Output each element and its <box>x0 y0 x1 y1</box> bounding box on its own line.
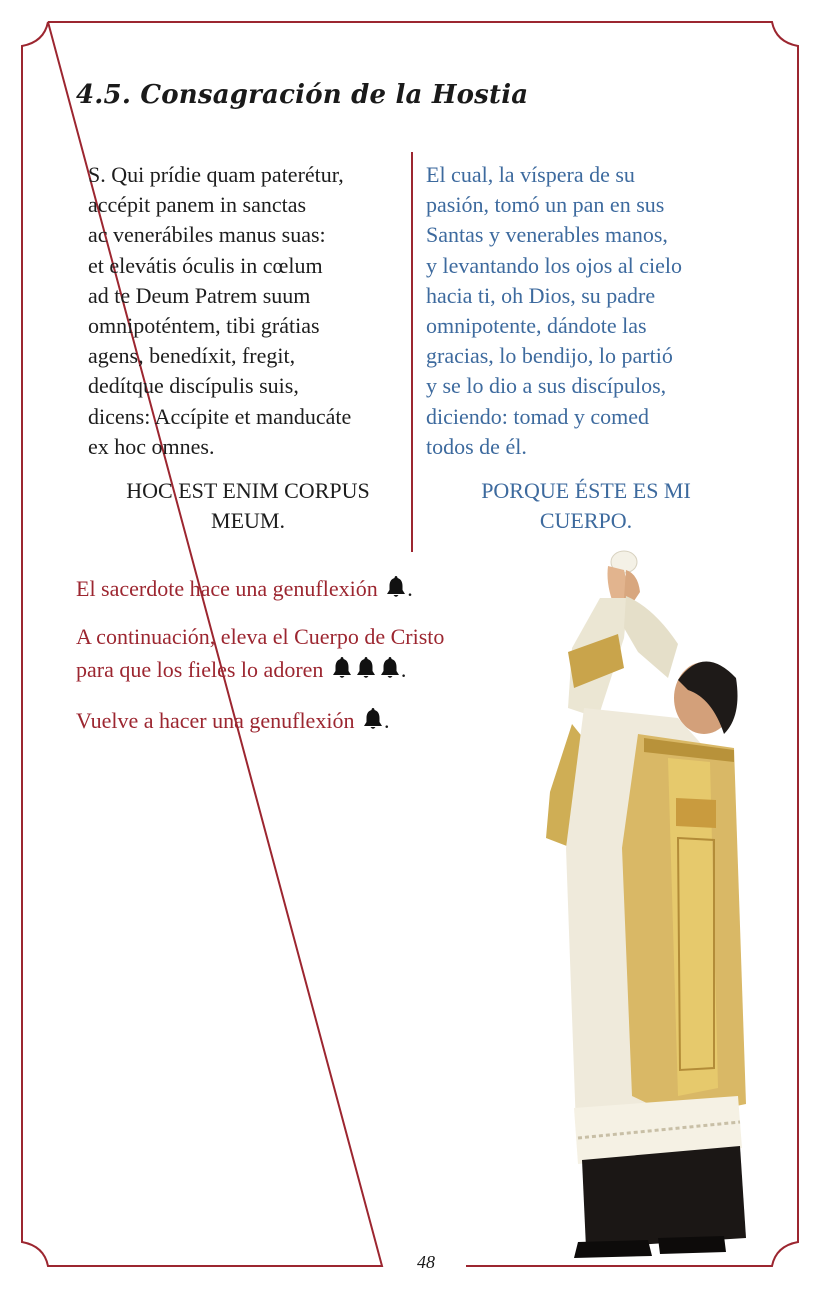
latin-paragraph: S. Qui prídie quam paterétur, accépit panem in sanctas ac venerábiles manus suas: et elevátis óculis in cœlum ad te Deum Patrem suum omnipoténtem, tibi grátias agens, benedíxit, fregit, dedítque discípulis suis, dicens: Accípite et manducáte ex hoc omnes. <box>88 162 352 459</box>
bell-icon <box>379 656 401 680</box>
spanish-column <box>426 160 746 536</box>
period: . <box>383 708 390 733</box>
bell-icon <box>385 575 407 599</box>
bell-icon <box>331 656 353 680</box>
rubric-text-line2: para que los fieles lo adoren <box>76 657 324 682</box>
rubric-text: Vuelve a hacer una genuflexión <box>76 708 355 733</box>
rubric-genuflection-1 <box>76 572 413 605</box>
priest-elevating-host-illustration <box>528 548 768 1260</box>
spanish-paragraph: El cual, la víspera de su pasión, tomó un pan en sus Santas y venerables manos, y levantando los ojos al cielo hacia ti, oh Dios, su padre omnipotente, dándote las gracias, lo bendijo, lo partió y se lo dio a sus discípulos, diciendo: tomad y comed todos de él. <box>426 162 682 459</box>
rubric-text: El sacerdote hace una genuflexión <box>76 576 378 601</box>
rubric-elevation <box>76 620 444 686</box>
period: . <box>407 576 413 601</box>
latin-consecration: HOC EST ENIM CORPUS MEUM. <box>126 478 370 534</box>
section-title: 4.5. Consagración de la Hostia <box>76 80 529 110</box>
period: . <box>400 657 407 682</box>
spanish-consecration: PORQUE ÉSTE ES MI CUERPO. <box>481 478 691 534</box>
bell-icon <box>362 707 384 731</box>
rubric-text-line1: A continuación, eleva el Cuerpo de Cristo <box>76 624 445 649</box>
rubric-genuflection-2 <box>76 704 389 737</box>
column-divider <box>411 152 413 552</box>
page-number: 48 <box>390 1252 462 1273</box>
bell-icon <box>355 656 377 680</box>
latin-column <box>88 160 408 536</box>
